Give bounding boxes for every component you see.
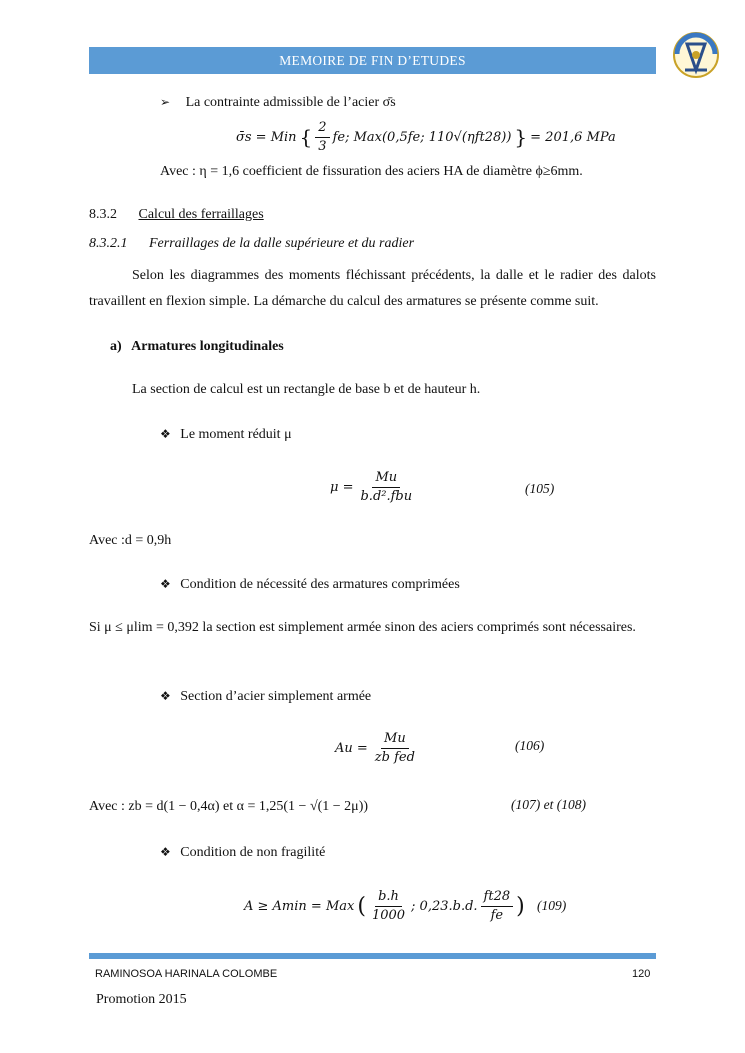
avec-d: Avec :d = 0,9h	[89, 533, 172, 548]
header-banner	[89, 47, 656, 74]
paragraph-intro: Selon les diagrammes des moments fléchissant précédents, la dalle et le radier des dalots travaillent en flexion simple. La démarche du calcul des armatures se présente comme suit.	[89, 268, 656, 309]
diamond-bullet-icon: ❖	[160, 689, 171, 703]
bullet-allowable-stress: ➢ La contrainte admissible de l’acier σ̄s	[160, 95, 396, 110]
diamond-bullet-icon: ❖	[160, 845, 171, 859]
paragraph-condition: Si μ ≤ μlim = 0,392 la section est simplement armée sinon des aciers comprimés sont nécessaires.	[89, 620, 636, 635]
avec-zb: Avec : zb = d(1 − 0,4α) et α = 1,25(1 − √(1 − 2μ))	[89, 799, 369, 814]
footer-promotion: Promotion 2015	[96, 992, 187, 1007]
diamond-bullet-icon: ❖	[160, 427, 171, 441]
equation-109: A ≥ Amin = Max ( $\frac{b.h}{1000}$ ; 0,23.b.d. $\frac{ft28}{fe}$ )	[244, 888, 525, 923]
bullet-steel-section: ❖ Section d’acier simplement armée	[160, 689, 372, 704]
equation-number-107-108: (107) et (108)	[511, 797, 586, 812]
bullet-compressed-reinforcement: ❖ Condition de nécessité des armatures comprimées	[160, 577, 460, 592]
subsection-heading: 8.3.2.1 Ferraillages de la dalle supérieure et du radier	[89, 236, 415, 251]
arrow-bullet-icon: ➢	[160, 95, 171, 109]
school-logo-icon	[671, 30, 721, 80]
footer-page-number: 120	[632, 968, 651, 980]
bullet-non-fragility: ❖ Condition de non fragilité	[160, 845, 326, 860]
header-title: MEMOIRE DE FIN D’ETUDES	[279, 53, 466, 68]
equation-sigma: σ̄s = Min { $\frac{2}{3}$ fe; Max(0,5fe; 110√(ηft28)) } = 201,6 MPa	[236, 119, 616, 154]
item-a-heading: a) Armatures longitudinales	[110, 339, 284, 354]
footer-author: RAMINOSOA HARINALA COLOMBE	[95, 968, 278, 980]
fraction-two-thirds: $\frac{2}{3}$	[315, 119, 329, 156]
equation-106: Au = $\frac{Mu}{\text{zb fed}}$	[335, 730, 415, 765]
section-heading: 8.3.2 Calcul des ferraillages	[89, 207, 264, 222]
equation-number-105: (105)	[525, 481, 555, 496]
footer-bar	[89, 953, 656, 959]
avec-eta: Avec : η = 1,6 coefficient de fissuration des aciers HA de diamètre ϕ≥6mm.	[160, 164, 583, 179]
diamond-bullet-icon: ❖	[160, 577, 171, 591]
paragraph-section: La section de calcul est un rectangle de base b et de hauteur h.	[132, 382, 481, 397]
equation-105: μ = $\frac{Mu}{\text{b.d².fbu}}$	[330, 469, 413, 504]
equation-number-106: (106)	[515, 738, 545, 753]
bullet-reduced-moment: ❖ Le moment réduit μ	[160, 427, 292, 442]
equation-number-109: (109)	[537, 898, 567, 913]
